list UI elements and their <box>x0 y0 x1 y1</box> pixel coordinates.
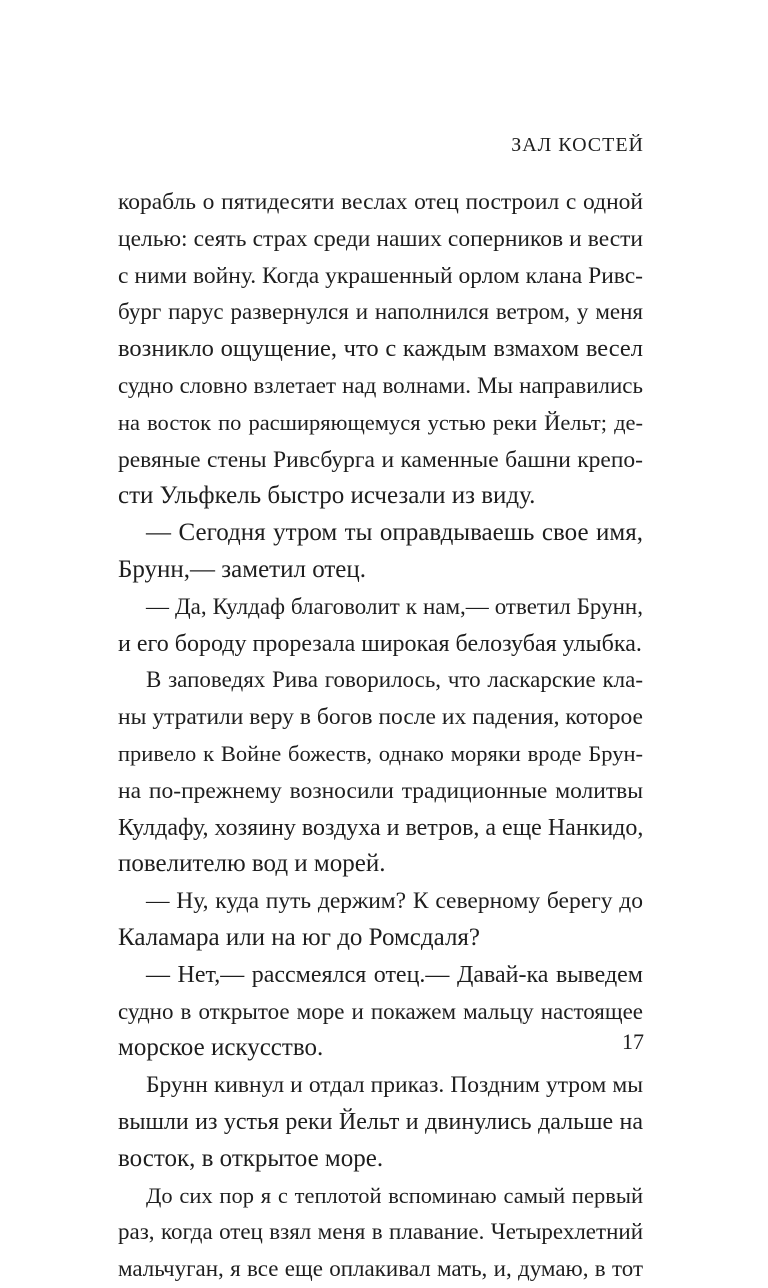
text-line: — Нет,— рассмеялся отец.— Давай-ка выведем <box>146 961 643 988</box>
body-text <box>118 184 643 1288</box>
text-line: вышли из устья реки Йельт и двинулись дальше на <box>118 1108 643 1135</box>
text-line: — Да, Кулдаф благоволит к нам,— ответил Брунн, <box>146 593 643 619</box>
text-line: повелителю вод и морей. <box>118 850 386 878</box>
text-line: — Сегодня утром ты оправдываешь свое имя, <box>146 519 643 547</box>
text-line: судно словно взлетает над волнами. Мы направились <box>118 372 643 398</box>
text-line: раз, когда отец взял меня в плавание. Четырехлетний <box>118 1219 643 1245</box>
text-line: В заповедях Рива говорилось, что ласкарские кла- <box>146 667 643 693</box>
text-line: целью: сеять страх среди наших соперников и вести <box>118 225 643 252</box>
text-line: Брунн,— заметил отец. <box>118 555 367 583</box>
text-line: судно в открытое море и покажем мальцу настоящее <box>118 998 643 1024</box>
text-line: на по-прежнему возносили традиционные молитвы <box>118 777 643 804</box>
text-line: мальчуган, я все еще оплакивал мать, и, думаю, в тот <box>118 1256 643 1282</box>
text-line: корабль о пятидесяти веслах отец построил с одной <box>118 189 643 215</box>
text-line: — Ну, куда путь держим? К северному берегу до <box>146 888 643 915</box>
text-line: Каламара или на юг до Ромсдаля? <box>118 923 481 951</box>
text-line: привело к Войне божеств, однако моряки вроде Брун- <box>118 740 643 766</box>
text-line: и его бороду прорезала широкая белозубая улыбка. <box>118 630 642 657</box>
text-line: До сих пор я с теплотой вспоминаю самый первый <box>146 1182 643 1208</box>
text-line: ны утратили веру в богов после их падения, которое <box>118 704 643 731</box>
text-line: ревяные стены Ривсбурга и каменные башни крепо- <box>118 446 643 473</box>
text-line: с ними войну. Когда украшенный орлом клана Ривс- <box>118 262 643 289</box>
text-line: Кулдафу, хозяину воздуха и ветров, а еще Нанкидо, <box>118 814 643 841</box>
text-line: на восток по расширяющемуся устью реки Йельт; де- <box>118 409 643 435</box>
text-line: Брунн кивнул и отдал приказ. Поздним утром мы <box>146 1072 643 1099</box>
text-line: возникло ощущение, что с каждым взмахом весел <box>118 335 643 363</box>
text-line: морское искусство. <box>118 1034 324 1062</box>
text-line: сти Ульфкель быстро исчезали из виду. <box>118 482 536 510</box>
text-line: восток, в открытое море. <box>118 1144 384 1172</box>
text-line: бург парус развернулся и наполнился ветром, у меня <box>118 299 643 325</box>
running-head: ЗАЛ КОСТЕЙ <box>511 134 644 156</box>
page-number: 17 <box>622 1029 644 1054</box>
